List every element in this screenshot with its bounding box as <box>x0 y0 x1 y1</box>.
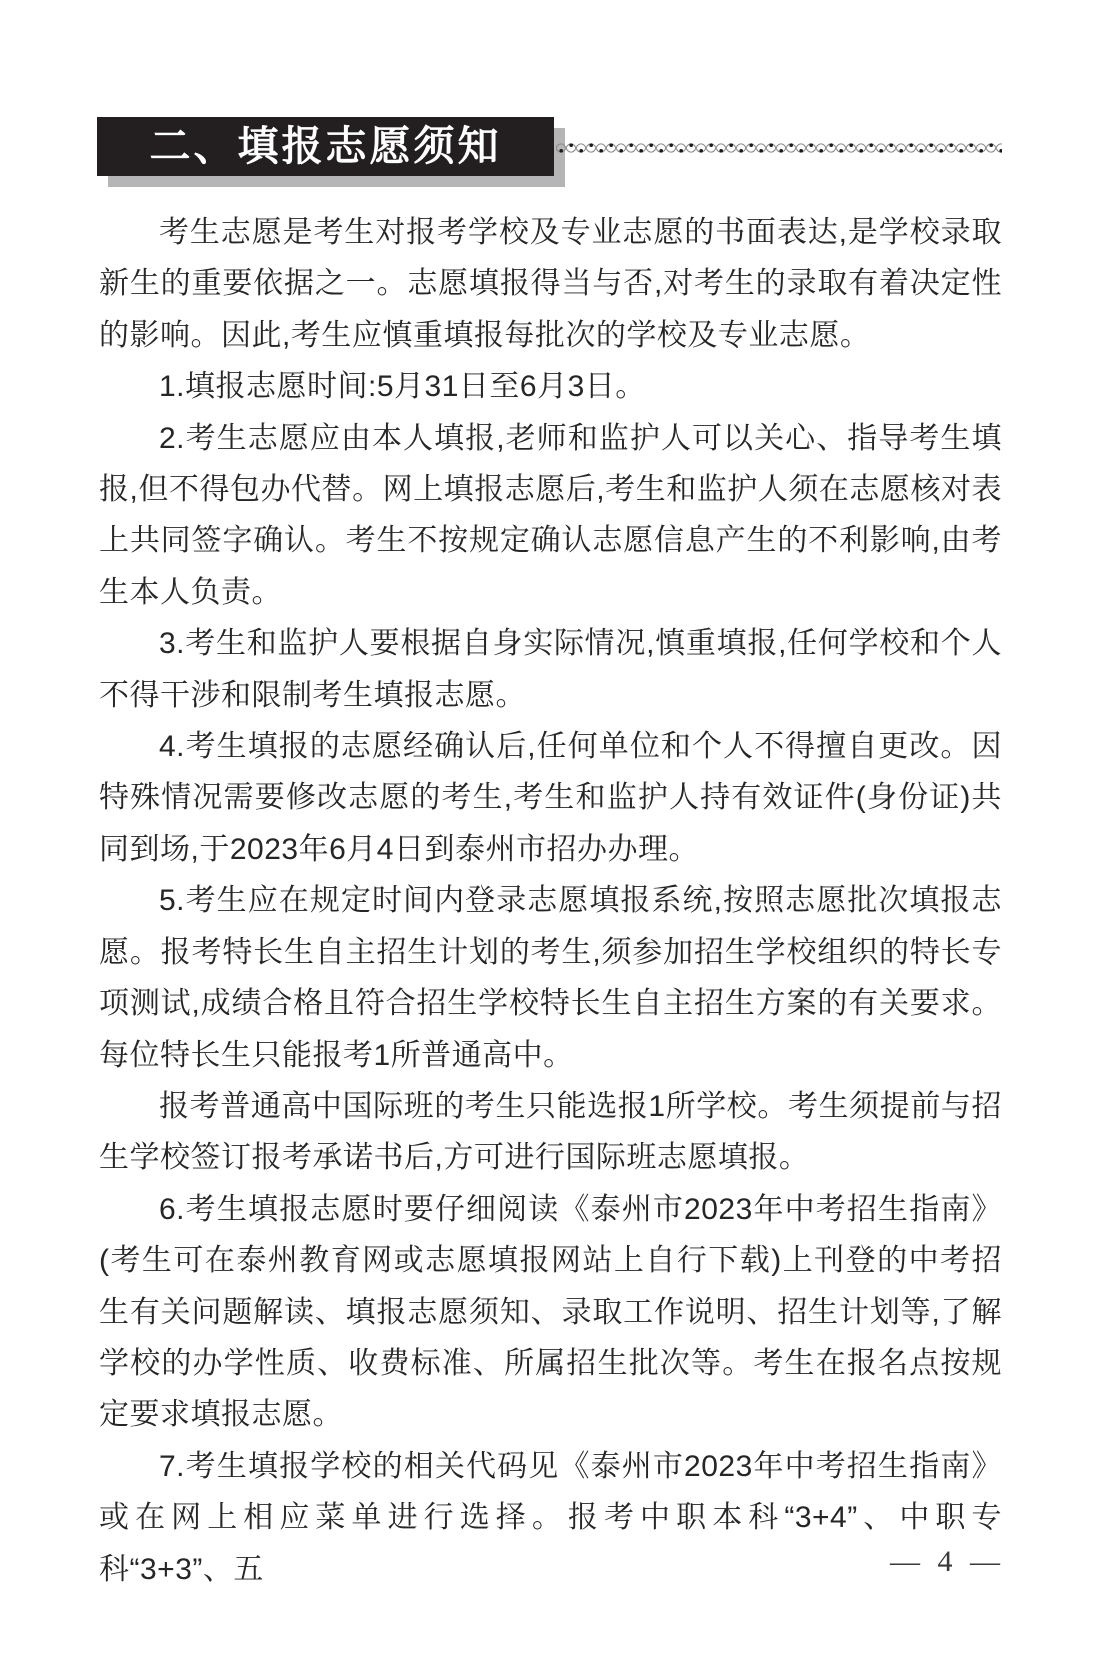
paragraph-item-4: 4.考生填报的志愿经确认后,任何单位和个人不得擅自更改。因特殊情况需要修改志愿的考生,考生和监护人持有效证件(身份证)共同到场,于2023年6月4日到泰州市招办办理。 <box>99 730 1002 866</box>
body-text <box>99 207 1002 1595</box>
section-title-banner <box>97 117 554 176</box>
paragraph-item-5: 5.考生应在规定时间内登录志愿填报系统,按照志愿批次填报志愿。报考特长生自主招生计划的考生,须参加招生学校组织的特长专项测试,成绩合格且符合招生学校特长生自主招生方案的有关要求。每位特长生只能报考1所普通高中。 <box>99 884 1002 1072</box>
paragraph-intl-class: 报考普通高中国际班的考生只能选报1所学校。考生须提前与招生学校签订报考承诺书后,方可进行国际班志愿填报。 <box>99 1089 1002 1175</box>
paragraph-item-7: 7.考生填报学校的相关代码见《泰州市2023年中考招生指南》或在网上相应菜单进行选择。报考中职本科“3+4”、中职专科“3+3”、五 <box>99 1449 1002 1586</box>
section-title: 二、填报志愿须知 <box>149 123 502 169</box>
paragraph-item-3: 3.考生和监护人要根据自身实际情况,慎重填报,任何学校和个人不得干涉和限制考生填报志愿。 <box>99 627 1002 712</box>
paragraph-intro: 考生志愿是考生对报考学校及专业志愿的书面表达,是学校录取新生的重要依据之一。志愿填报得当与否,对考生的录取有着决定性的影响。因此,考生应慎重填报每批次的学校及专业志愿。 <box>99 216 1002 352</box>
page-number: — 4 — <box>890 1545 1005 1578</box>
paragraph-item-2: 2.考生志愿应由本人填报,老师和监护人可以关心、指导考生填报,但不得包办代替。网上填报志愿后,考生和监护人须在志愿核对表上共同签字确认。考生不按规定确认志愿信息产生的不利影响,由考生本人负责。 <box>99 421 1002 609</box>
dotted-wave-decoration-icon <box>556 139 1002 157</box>
paragraph-item-6: 6.考生填报志愿时要仔细阅读《泰州市2023年中考招生指南》(考生可在泰州教育网或志愿填报网站上自行下载)上刊登的中考招生有关问题解读、填报志愿须知、录取工作说明、招生计划等,了解学校的办学性质、收费标准、所属招生批次等。考生在报名点按规定要求填报志愿。 <box>99 1192 1002 1432</box>
paragraph-item-1: 1.填报志愿时间:5月31日至6月3日。 <box>159 370 646 404</box>
